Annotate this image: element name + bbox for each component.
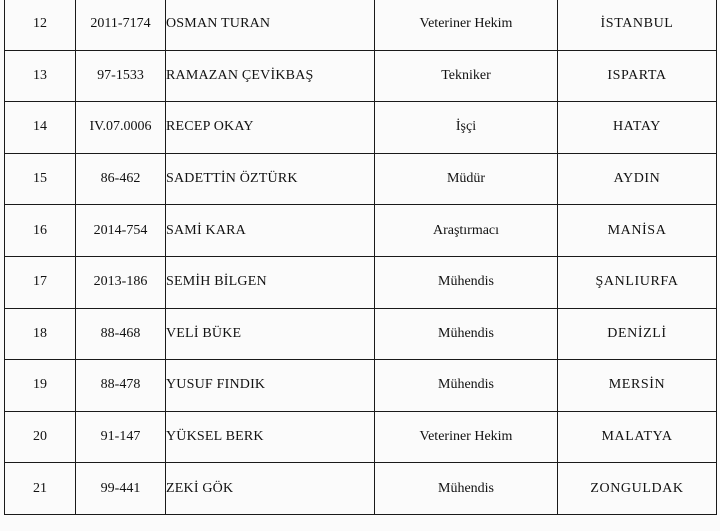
row-number: 20 [5, 411, 76, 463]
job-title: Mühendis [375, 308, 558, 360]
person-name: YÜKSEL BERK [166, 411, 375, 463]
row-number: 19 [5, 360, 76, 412]
person-name: OSMAN TURAN [166, 0, 375, 50]
registry-number: 91-147 [76, 411, 166, 463]
job-title: Araştırmacı [375, 205, 558, 257]
row-number: 12 [5, 0, 76, 50]
personnel-table [4, 0, 717, 515]
row-number: 16 [5, 205, 76, 257]
person-name: SADETTİN ÖZTÜRK [166, 153, 375, 205]
person-name: SAMİ KARA [166, 205, 375, 257]
table-row [5, 463, 717, 515]
job-title: Müdür [375, 153, 558, 205]
registry-number: 2013-186 [76, 256, 166, 308]
table-row [5, 50, 717, 102]
table-row [5, 102, 717, 154]
table-row [5, 411, 717, 463]
city: MERSİN [558, 360, 717, 412]
city: AYDIN [558, 153, 717, 205]
registry-number: 2011-7174 [76, 0, 166, 50]
job-title: Mühendis [375, 463, 558, 515]
registry-number: 86-462 [76, 153, 166, 205]
table-row [5, 308, 717, 360]
registry-number: 99-441 [76, 463, 166, 515]
job-title: Mühendis [375, 256, 558, 308]
table-row [5, 0, 717, 50]
job-title: İşçi [375, 102, 558, 154]
row-number: 18 [5, 308, 76, 360]
city: ISPARTA [558, 50, 717, 102]
registry-number: IV.07.0006 [76, 102, 166, 154]
city: İSTANBUL [558, 0, 717, 50]
person-name: ZEKİ GÖK [166, 463, 375, 515]
registry-number: 2014-754 [76, 205, 166, 257]
city: MANİSA [558, 205, 717, 257]
table-row [5, 256, 717, 308]
registry-number: 88-468 [76, 308, 166, 360]
job-title: Veteriner Hekim [375, 411, 558, 463]
registry-number: 88-478 [76, 360, 166, 412]
city: ŞANLIURFA [558, 256, 717, 308]
row-number: 15 [5, 153, 76, 205]
table-row [5, 360, 717, 412]
row-number: 13 [5, 50, 76, 102]
person-name: VELİ BÜKE [166, 308, 375, 360]
row-number: 21 [5, 463, 76, 515]
person-name: SEMİH BİLGEN [166, 256, 375, 308]
table-row [5, 205, 717, 257]
city: ZONGULDAK [558, 463, 717, 515]
city: HATAY [558, 102, 717, 154]
job-title: Tekniker [375, 50, 558, 102]
person-name: RAMAZAN ÇEVİKBAŞ [166, 50, 375, 102]
city: MALATYA [558, 411, 717, 463]
row-number: 17 [5, 256, 76, 308]
row-number: 14 [5, 102, 76, 154]
table-row [5, 153, 717, 205]
person-name: RECEP OKAY [166, 102, 375, 154]
job-title: Mühendis [375, 360, 558, 412]
personnel-table-body [5, 0, 717, 514]
registry-number: 97-1533 [76, 50, 166, 102]
city: DENİZLİ [558, 308, 717, 360]
job-title: Veteriner Hekim [375, 0, 558, 50]
person-name: YUSUF FINDIK [166, 360, 375, 412]
